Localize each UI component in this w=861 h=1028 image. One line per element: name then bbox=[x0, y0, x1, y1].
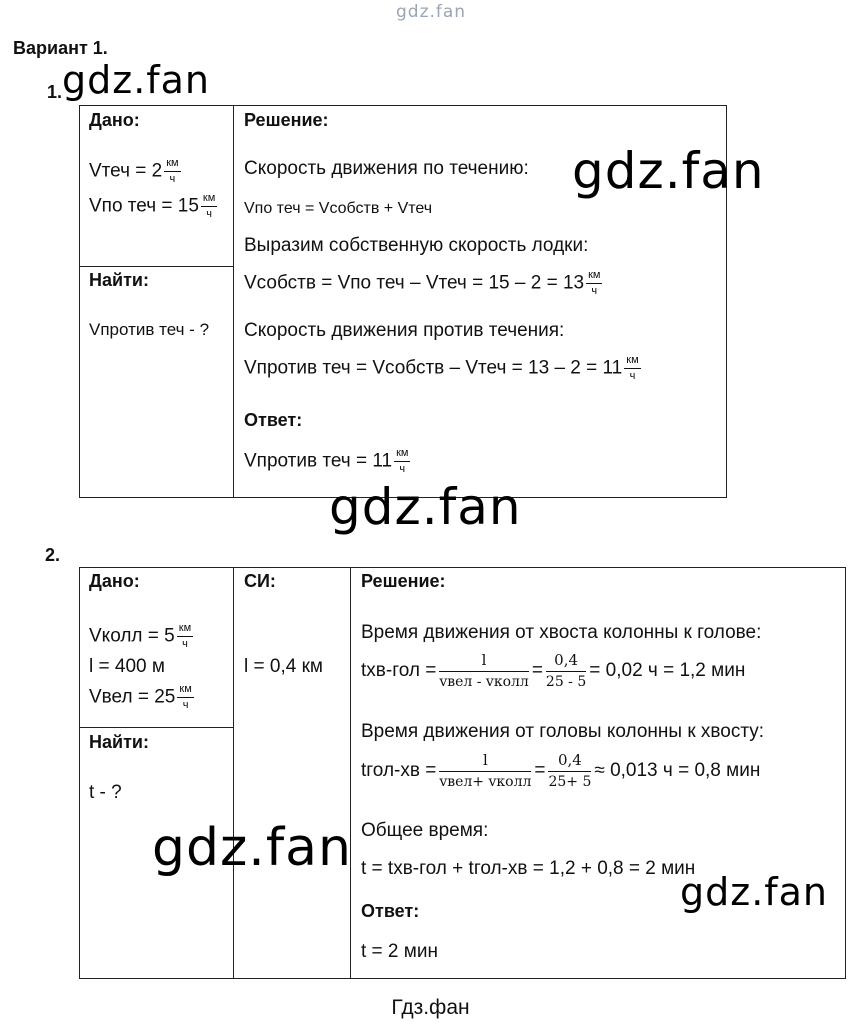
task2-formula-1: tхв-гол = l vвел - vколл = $\frac{0,4}{25 - 5}$ = 0,02 ч = 1,2 мин bbox=[361, 651, 746, 690]
task1-step-2: Выразим собственную скорость лодки: bbox=[244, 235, 589, 256]
task2-formula-2: tгол-хв = l vвел+ vколл = $\frac{0,4}{25+ 5}$ ≈ 0,013 ч = 0,8 мин bbox=[361, 751, 761, 790]
task1-divider bbox=[233, 105, 234, 498]
task1-formula-3: Vпротив теч = Vсобств – Vтеч = 13 – 2 = 11 $\frac{км}{ч}$ bbox=[244, 354, 639, 382]
task2-step-1: Время движения от хвоста колонны к голове: bbox=[361, 622, 762, 643]
task1-find: Vпротив теч - ? bbox=[89, 320, 210, 339]
task2-step-3: Общее время: bbox=[361, 820, 489, 841]
task1-step-3: Скорость движения против течения: bbox=[244, 320, 565, 341]
task2-divider-1 bbox=[233, 567, 234, 979]
watermark-2: gdz.fan bbox=[572, 142, 765, 200]
task1-hdivider bbox=[79, 266, 234, 267]
task2-given-2: l = 400 м bbox=[89, 656, 165, 677]
task2-step-2: Время движения от головы колонны к хвосту: bbox=[361, 721, 765, 742]
watermark-5: gdz.fan bbox=[680, 870, 829, 914]
task2-si-header: СИ: bbox=[244, 571, 276, 591]
task1-answer: Vпротив теч = 11 $\frac{км}{ч}$ bbox=[244, 447, 409, 475]
task2-formula-3: t = tхв-гол + tгол-хв = 1,2 + 0,8 = 2 мин bbox=[361, 858, 696, 879]
task2-given-header: Дано: bbox=[89, 571, 140, 591]
task1-find-header: Найти: bbox=[89, 270, 149, 290]
task2-find: t - ? bbox=[89, 782, 122, 803]
task2-answer: t = 2 мин bbox=[361, 941, 438, 962]
task1-given-2: Vпо теч = 15 $\frac{км}{ч}$ bbox=[89, 192, 216, 220]
task1-given-1: Vтеч = 2 $\frac{км}{ч}$ bbox=[89, 157, 179, 185]
task1-solution-header: Решение: bbox=[244, 110, 329, 130]
task1-step-1: Скорость движения по течению: bbox=[244, 158, 529, 179]
task2-given-3: Vвел = 25 $\frac{км}{ч}$ bbox=[89, 683, 192, 711]
task2-number: 2. bbox=[45, 545, 61, 565]
task1-given-header: Дано: bbox=[89, 110, 140, 130]
watermark-top: gdz.fan bbox=[396, 2, 467, 22]
task2-solution-header: Решение: bbox=[361, 571, 446, 591]
task2-si: l = 0,4 км bbox=[244, 656, 323, 677]
variant-title: Вариант 1. bbox=[13, 38, 108, 58]
watermark-3: gdz.fan bbox=[329, 478, 522, 536]
watermark-4: gdz.fan bbox=[152, 818, 352, 878]
task1-formula-1: Vпо теч = Vсобств + Vтеч bbox=[244, 200, 433, 217]
task2-hdivider bbox=[79, 727, 234, 728]
task1-formula-2: Vсобств = Vпо теч – Vтеч = 15 – 2 = 13 $\frac{км}{ч}$ bbox=[244, 269, 601, 297]
task2-find-header: Найти: bbox=[89, 732, 149, 752]
task2-divider-2 bbox=[350, 567, 351, 979]
watermark-1: gdz.fan bbox=[62, 58, 211, 102]
task1-answer-header: Ответ: bbox=[244, 410, 303, 430]
footer-caption: Гдз.фан bbox=[391, 996, 470, 1019]
task1-number: 1. bbox=[47, 82, 63, 102]
task2-answer-header: Ответ: bbox=[361, 901, 420, 921]
task2-given-1: Vколл = 5 $\frac{км}{ч}$ bbox=[89, 622, 192, 650]
